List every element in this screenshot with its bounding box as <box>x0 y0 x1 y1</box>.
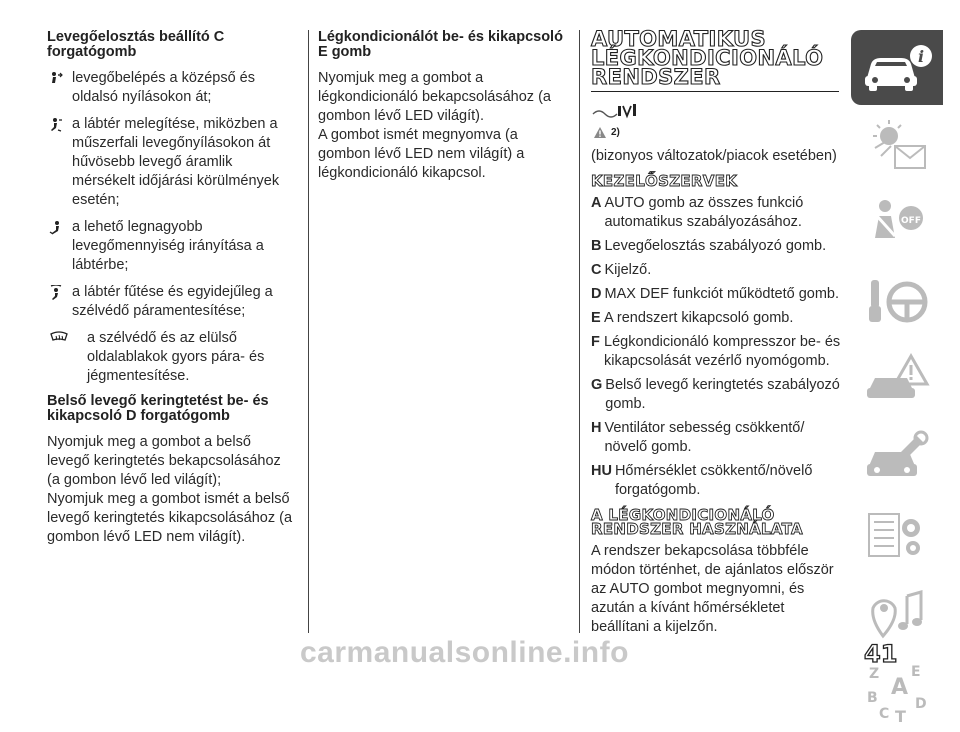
list-item <box>591 285 841 304</box>
svg-text:i: i <box>917 46 925 66</box>
airflow-feet-dash-icon <box>49 117 63 133</box>
watermark: carmanualsonline.info <box>300 636 629 669</box>
availability-note: (bizonyos változatok/piacok esetében) <box>591 148 837 164</box>
list-item <box>591 261 841 280</box>
controls-heading: KEZELŐSZERVEK <box>591 172 738 190</box>
list-item <box>47 218 297 275</box>
control-key: E <box>591 310 601 326</box>
recirculation-paragraph: Nyomjuk meg a gombot a belső levegő keringtetés bekapcsolásához (a gombon lévő led világít); Nyomjuk meg a gombot ismét a belső levegő keringtetés kikapcsolásához (a gombon lévő LED nem világít). <box>47 434 293 545</box>
control-text: AUTO gomb az összes funkció automatikus szabályozásához. <box>604 195 804 230</box>
control-text: Hőmérséklet csökkentő/növelő forgatógomb. <box>614 463 813 498</box>
column-left <box>47 30 297 547</box>
control-text: Levegőelosztás szabályozó gomb. <box>604 238 827 254</box>
list-item <box>47 115 297 210</box>
wrench-car-icon <box>861 428 933 488</box>
warning-ref <box>591 126 841 139</box>
control-text: A rendszert kikapcsoló gomb. <box>604 310 794 326</box>
list-item <box>591 419 841 457</box>
list-item <box>47 329 297 386</box>
control-key: D <box>591 286 602 302</box>
column-right <box>591 27 841 637</box>
control-key: B <box>591 238 602 254</box>
tab-technical-data[interactable] <box>851 498 943 573</box>
alphabet-index-icon <box>861 660 933 724</box>
control-key: H <box>591 420 602 436</box>
tab-maintenance[interactable] <box>851 420 943 495</box>
airflow-option-text: a szélvédő és az elülső oldalablakok gyors pára- és jégmentesítése. <box>87 330 265 384</box>
list-item <box>591 309 841 328</box>
list-item <box>47 283 297 321</box>
usage-paragraph: A rendszer bekapcsolása többféle módon történhet, de ajánlatos először az AUTO gombot megnyomni, és azután a kívánt hőmérsékletet beállítani a kijelzőn. <box>591 543 834 635</box>
gears-spec-icon <box>861 506 933 566</box>
heading-airflow-dial: Levegőelosztás beállító C forgatógomb <box>47 29 225 60</box>
svg-text:OFF: OFF <box>901 215 921 226</box>
control-key: F <box>591 334 600 350</box>
title-rule <box>591 91 839 92</box>
index-letter: C <box>879 705 890 722</box>
usage-heading: A LÉGKONDICIONÁLÓ RENDSZER HASZNÁLATA <box>591 506 803 538</box>
ac-button-paragraph: Nyomjuk meg a gombot a légkondicionáló bekapcsolásához (a gombon lévő LED világít). A gombot ismét megnyomva (a gombon lévő LED nem világít) a légkondicionáló kikapcsol. <box>318 70 551 181</box>
list-item <box>591 462 841 500</box>
tab-car-info[interactable] <box>851 30 943 105</box>
index-letter: Z <box>869 665 880 682</box>
seatbelt-airbag-icon <box>861 194 933 254</box>
tab-emergency[interactable] <box>851 342 943 417</box>
airflow-option-text: a lábtér melegítése, miközben a műszerfali levegőnyílásokon át hűvösebb levegő áramlik mérsékelt időjárási körülmények esetén; <box>72 116 280 208</box>
chapter-sidebar <box>851 30 943 732</box>
list-item <box>591 237 841 256</box>
column-divider <box>579 30 580 633</box>
column-middle <box>318 30 563 183</box>
index-letter: A <box>891 674 909 700</box>
windshield-defrost-icon <box>49 331 69 347</box>
airflow-center-side-vents-icon <box>49 71 63 87</box>
airflow-option-text: levegőbelépés a középső és oldalsó nyílásokon át; <box>72 70 255 105</box>
airflow-feet-icon <box>49 220 63 236</box>
index-letter: E <box>911 663 921 680</box>
car-info-icon <box>861 42 933 94</box>
control-text: Kijelző. <box>604 262 652 278</box>
dashboard-lights-message-icon <box>861 116 933 176</box>
warning-ref-number: 2) <box>611 127 620 138</box>
list-item <box>591 194 841 232</box>
index-letter: D <box>915 695 927 712</box>
tab-starting-driving[interactable] <box>851 264 943 339</box>
index-letter: B <box>867 689 878 706</box>
control-key: G <box>591 377 603 393</box>
automatic-climate-icon <box>591 100 639 122</box>
airflow-option-text: a lábtér fűtése és egyidejűleg a szélvédő páramentesítése; <box>72 284 273 319</box>
controls-list <box>591 194 841 500</box>
airflow-option-text: a lehető legnagyobb levegőmennyiség irányítása a lábtérbe; <box>72 219 264 273</box>
heading-recirculation-dial: Belső levegő keringtetést be- és kikapcsoló D forgatógomb <box>47 393 269 424</box>
list-item <box>591 376 841 414</box>
list-item <box>47 69 297 107</box>
index-letter: T <box>895 706 906 724</box>
airflow-feet-windshield-icon <box>49 285 63 301</box>
control-key: HU <box>591 463 612 479</box>
media-navigation-icon <box>861 584 933 644</box>
control-text: Légkondicionáló kompresszor be- és kikapcsolását vezérlő nyomógomb. <box>604 334 841 369</box>
control-key: A <box>591 195 602 211</box>
warning-triangle-car-icon <box>861 350 933 410</box>
list-item <box>591 333 841 371</box>
column-divider <box>308 30 309 633</box>
tab-safety[interactable] <box>851 186 943 261</box>
control-text: MAX DEF funkciót működtető gomb. <box>604 286 839 302</box>
section-title: AUTOMATIKUS LÉGKONDICIONÁLÓ RENDSZER <box>591 27 824 89</box>
control-key: C <box>591 262 602 278</box>
control-text: Ventilátor sebesség csökkentő/ növelő gomb. <box>604 420 805 455</box>
page-number: 41 <box>864 640 898 668</box>
warning-triangle-icon <box>593 126 607 139</box>
heading-ac-button: Légkondicionálót be- és kikapcsoló E gomb <box>318 29 563 60</box>
control-text: Belső levegő keringtetés szabályozó gomb. <box>605 377 840 412</box>
key-steering-wheel-icon <box>861 272 933 332</box>
tab-dashboard-lights[interactable] <box>851 108 943 183</box>
